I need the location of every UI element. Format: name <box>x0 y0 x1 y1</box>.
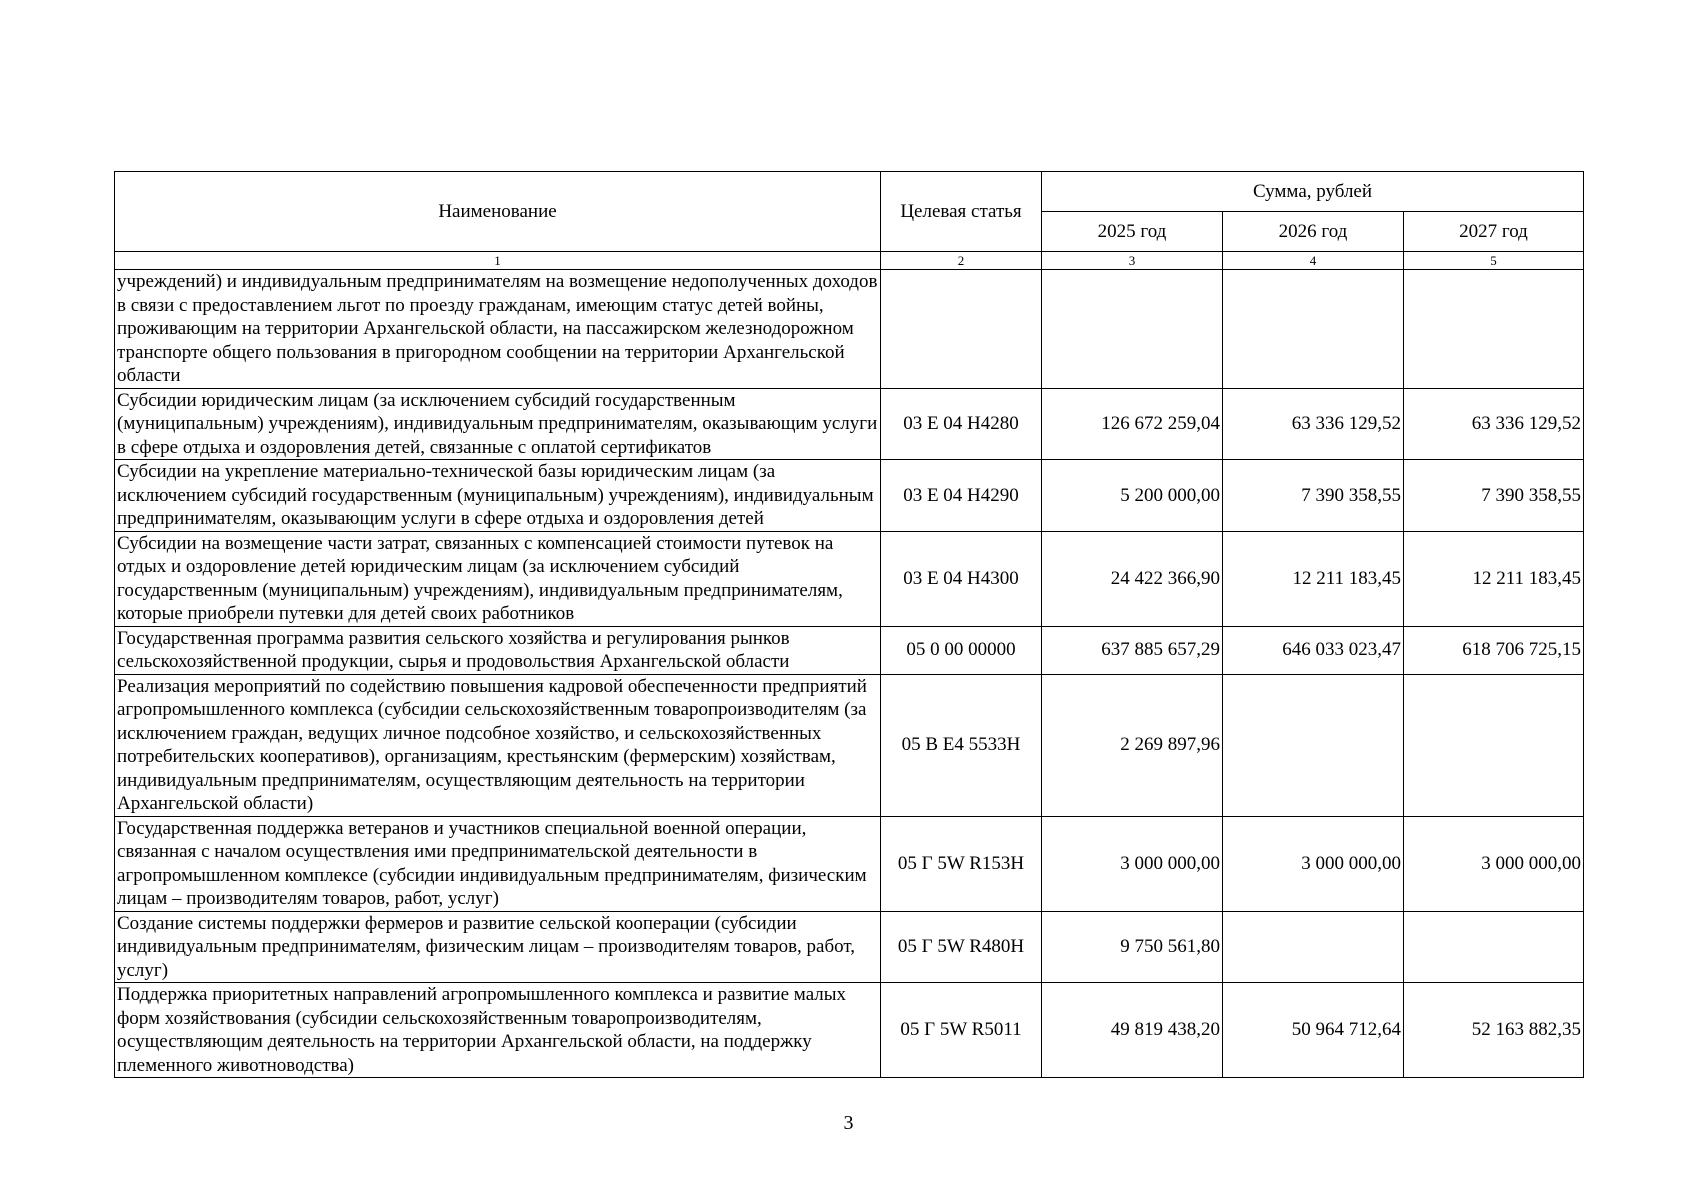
column-number: 5 <box>1404 252 1584 270</box>
table-row <box>115 460 1584 532</box>
row-code: 03 Е 04 Н4280 <box>881 388 1042 460</box>
row-value-2027: 52 163 882,35 <box>1404 983 1584 1078</box>
row-value-2026 <box>1223 270 1404 389</box>
row-code: 05 Г 5W R153Н <box>881 816 1042 911</box>
row-name: Субсидии на укрепление материально-технической базы юридическим лицам (за исключением субсидий государственным (муниципальным) учреждениям), индивидуальным предпринимателям, оказывающим услуги в сфере отдыха и оздоровления детей <box>115 460 881 532</box>
row-value-2026 <box>1223 674 1404 816</box>
table-row <box>115 388 1584 460</box>
row-code: 05 Г 5W R5011 <box>881 983 1042 1078</box>
row-value-2025: 5 200 000,00 <box>1042 460 1223 532</box>
page-number: 3 <box>843 1112 854 1134</box>
row-value-2026: 63 336 129,52 <box>1223 388 1404 460</box>
row-value-2027: 618 706 725,15 <box>1404 626 1584 674</box>
row-value-2026: 7 390 358,55 <box>1223 460 1404 532</box>
row-value-2027: 3 000 000,00 <box>1404 816 1584 911</box>
row-value-2027 <box>1404 674 1584 816</box>
row-name: Поддержка приоритетных направлений агропромышленного комплекса и развитие малых форм хозяйствования (субсидии сельскохозяйственным товаропроизводителям, осуществляющим деятельность на территории Архангельской области, на поддержку племенного животноводства) <box>115 983 881 1078</box>
row-name: учреждений) и индивидуальным предпринимателям на возмещение недополученных доходов в связи с предоставлением льгот по проезду гражданам, имеющим статус детей войны, проживающим на территории Архангельской области, на пассажирском железнодорожном транспорте общего пользования в пригородном сообщении на территории Архангельской области <box>115 270 881 389</box>
header-year-2026: 2026 год <box>1223 212 1404 252</box>
row-value-2026: 646 033 023,47 <box>1223 626 1404 674</box>
row-code: 05 Г 5W R480Н <box>881 911 1042 983</box>
row-value-2025: 126 672 259,04 <box>1042 388 1223 460</box>
row-name: Государственная программа развития сельского хозяйства и регулирования рынков сельскохозяйственной продукции, сырья и продовольствия Архангельской области <box>115 626 881 674</box>
table-row <box>115 911 1584 983</box>
table-row <box>115 816 1584 911</box>
header-year-2025: 2025 год <box>1042 212 1223 252</box>
table-row <box>115 626 1584 674</box>
row-value-2027 <box>1404 911 1584 983</box>
row-value-2027: 12 211 183,45 <box>1404 531 1584 626</box>
row-code: 05 В Е4 5533Н <box>881 674 1042 816</box>
column-number: 1 <box>115 252 881 270</box>
header-year-2027: 2027 год <box>1404 212 1584 252</box>
table-row <box>115 270 1584 389</box>
header-sum: Сумма, рублей <box>1042 172 1584 212</box>
budget-table <box>114 171 1584 1078</box>
table-row <box>115 531 1584 626</box>
header-target-article: Целевая статья <box>881 172 1042 252</box>
column-number: 3 <box>1042 252 1223 270</box>
row-value-2026: 50 964 712,64 <box>1223 983 1404 1078</box>
row-code <box>881 270 1042 389</box>
column-number: 4 <box>1223 252 1404 270</box>
row-value-2027 <box>1404 270 1584 389</box>
table-row <box>115 983 1584 1078</box>
row-name: Создание системы поддержки фермеров и развитие сельской кооперации (субсидии индивидуальным предпринимателям, физическим лицам – производителям товаров, работ, услуг) <box>115 911 881 983</box>
row-name: Субсидии юридическим лицам (за исключением субсидий государственным (муниципальным) учреждениям), индивидуальным предпринимателям, оказывающим услуги в сфере отдыха и оздоровления детей, связанные с оплатой сертификатов <box>115 388 881 460</box>
row-name: Субсидии на возмещение части затрат, связанных с компенсацией стоимости путевок на отдых и оздоровление детей юридическим лицам (за исключением субсидий государственным (муниципальным) учреждениям), индивидуальным предпринимателям, которые приобрели путевки для детей своих работников <box>115 531 881 626</box>
row-value-2026 <box>1223 911 1404 983</box>
row-value-2026: 12 211 183,45 <box>1223 531 1404 626</box>
row-code: 05 0 00 00000 <box>881 626 1042 674</box>
row-name: Государственная поддержка ветеранов и участников специальной военной операции, связанная с началом осуществления ими предпринимательской деятельности в агропромышленном комплексе (субсидии индивидуальным предпринимателям, физическим лицам – производителям товаров, работ, услуг) <box>115 816 881 911</box>
row-name: Реализация мероприятий по содействию повышения кадровой обеспеченности предприятий агропромышленного комплекса (субсидии сельскохозяйственным товаропроизводителям (за исключением граждан, ведущих личное подсобное хозяйство, и сельскохозяйственных потребительских кооперативов), организациям, крестьянским (фермерским) хозяйствам, индивидуальным предпринимателям, осуществляющим деятельность на территории Архангельской области) <box>115 674 881 816</box>
table-row <box>115 674 1584 816</box>
row-value-2027: 63 336 129,52 <box>1404 388 1584 460</box>
row-value-2027: 7 390 358,55 <box>1404 460 1584 532</box>
row-value-2025: 3 000 000,00 <box>1042 816 1223 911</box>
row-value-2025: 24 422 366,90 <box>1042 531 1223 626</box>
row-value-2025: 9 750 561,80 <box>1042 911 1223 983</box>
row-value-2026: 3 000 000,00 <box>1223 816 1404 911</box>
row-value-2025 <box>1042 270 1223 389</box>
row-code: 03 Е 04 Н4300 <box>881 531 1042 626</box>
header-name: Наименование <box>115 172 881 252</box>
row-value-2025: 2 269 897,96 <box>1042 674 1223 816</box>
column-number: 2 <box>881 252 1042 270</box>
row-value-2025: 49 819 438,20 <box>1042 983 1223 1078</box>
row-value-2025: 637 885 657,29 <box>1042 626 1223 674</box>
row-code: 03 Е 04 Н4290 <box>881 460 1042 532</box>
